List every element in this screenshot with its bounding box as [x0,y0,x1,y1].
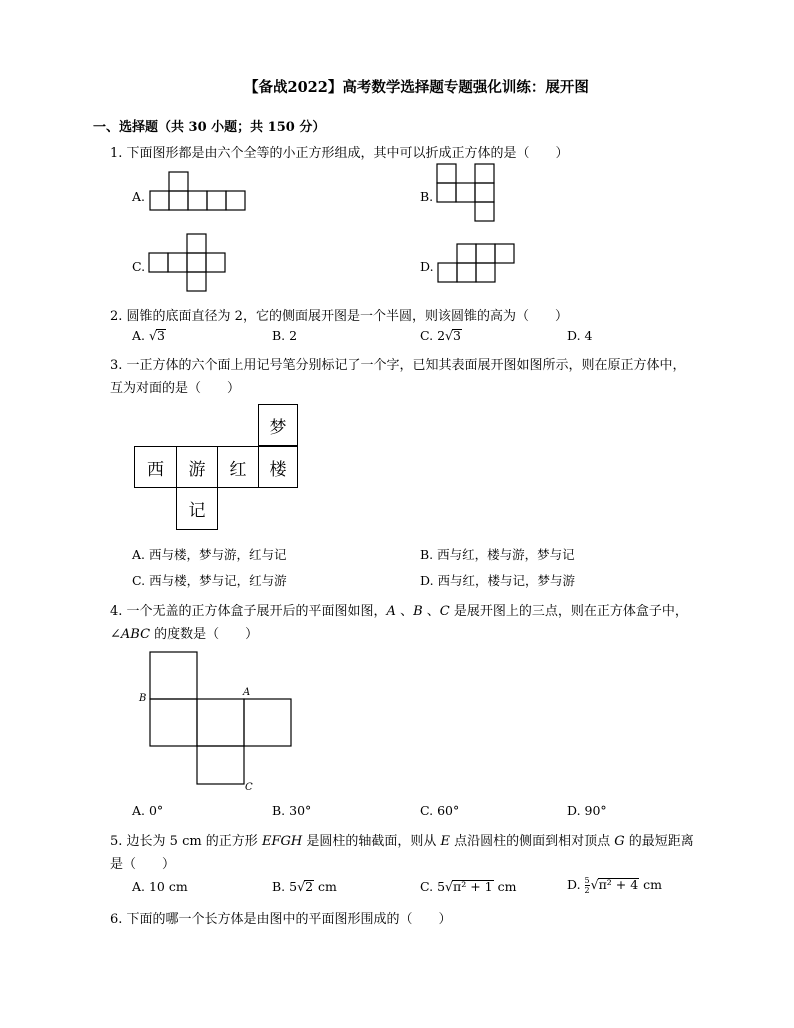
q5-option-c-radicand: π² + 1 [453,879,493,894]
label-c: C [245,782,253,793]
q4-point-a: A [386,604,396,619]
q3-option-d[interactable]: D. 西与红，楼与记，梦与游 [420,573,576,588]
q5-e: E [440,834,450,849]
q3-option-c[interactable]: C. 西与楼，梦与记，红与游 [132,573,287,588]
question-4-stem-line2 [110,623,258,642]
label-b: B [139,693,147,704]
cell-char-xi: 西 [147,459,164,480]
q5-option-c-prefix: C. 5 [420,879,446,894]
q5-option-b[interactable] [272,879,337,894]
q5-option-b-radicand: 2 [305,879,314,894]
q1-option-c-net [149,233,209,293]
cell-char-you: 游 [188,459,206,480]
q1-option-a-net [150,171,246,211]
q5-option-d-radicand: π² + 4 [598,877,639,892]
q2-option-c-prefix: C. 2 [420,328,446,343]
question-5-stem-line2: 是（ ） [110,857,176,872]
cell-char-lou: 楼 [269,459,287,480]
q2-option-c-radicand: 3 [453,328,461,343]
q2-option-d[interactable]: D. 4 [567,328,593,343]
q5-option-d[interactable] [567,876,662,895]
question-3-stem-line1: 3. 一正方体的六个面上用记号笔分别标记了一个字，已知其表面展开图如图所示，则在原正方体中， [110,358,686,373]
q4-box-net-figure [138,650,298,792]
q2-option-a-prefix: A. [132,328,149,343]
q1-option-c-label[interactable]: C. [132,259,146,274]
question-4-stem-line1: 4. 一个无盖的正方体盒子展开后的平面图如图，A 、B 、C 是展开图上的三点，则在正方体盒子中， [110,604,688,619]
label-a: A [243,687,251,698]
net-cell-bottom [176,487,218,530]
q1-option-c-net-right [206,252,226,272]
q1-option-d-net [438,243,518,285]
net-cell-3 [217,446,259,488]
net-cell-1 [134,446,177,488]
q5-option-b-unit: cm [314,879,337,894]
q4-option-c[interactable]: C. 60° [420,803,460,818]
question-2-stem: 2. 圆锥的底面直径为 2，它的侧面展开图是一个半圆，则该圆锥的高为（ ） [110,309,568,324]
q5-option-d-unit: cm [639,877,663,892]
q4-option-b[interactable]: B. 30° [272,803,312,818]
q2-option-b[interactable]: B. 2 [272,328,298,343]
q5-option-d-fraction [585,876,590,895]
q5-option-b-prefix: B. 5 [272,879,298,894]
q1-option-a-label[interactable]: A. [132,189,146,204]
q5-option-a[interactable]: A. 10 cm [132,879,188,894]
q5-frac-den: 2 [584,886,590,895]
q4-angle: ∠ABC [110,627,151,642]
cell-char-hong: 红 [229,459,247,480]
q2-option-c[interactable] [420,328,462,343]
net-cell-top [258,404,298,446]
question-3-stem-line2: 互为对面的是（ ） [110,381,241,396]
sqrt-sign: √ [148,328,157,343]
net-cell-2 [176,446,218,488]
q5-stem-c: 点沿圆柱的侧面到相对顶点 [449,834,615,849]
sqrt-sign: √ [445,879,453,894]
q5-stem-d: 的最短距离 [624,834,694,849]
q2-option-a-radicand: 3 [156,328,165,343]
sqrt-sign: √ [445,328,453,343]
q4-point-b: B [413,604,423,619]
q4-option-d[interactable]: D. 90° [567,803,607,818]
sqrt-sign: √ [590,877,599,892]
question-5-stem-line1 [110,830,694,849]
q4-stem-part2: 是展开图上的三点，则在正方体盒子中， [453,604,688,619]
q3-net-figure [134,404,300,530]
q3-option-a[interactable]: A. 西与楼，梦与游，红与记 [132,547,287,562]
q5-efgh: EFGH [261,834,303,849]
q3-option-b[interactable]: B. 西与红，楼与游，梦与记 [420,547,575,562]
page-title: 【备战2022】高考数学选择题专题强化训练：展开图 [244,79,589,96]
q5-option-c-unit: cm [493,879,517,894]
q5-g: G [614,834,625,849]
q4-option-a[interactable]: A. 0° [132,803,164,818]
q5-frac-num: 5 [584,876,590,885]
q4-stem-part1: 4. 一个无盖的正方体盒子展开后的平面图如图， [110,604,387,619]
cell-char-ji: 记 [188,501,206,521]
q5-option-d-prefix: D. [567,877,585,892]
q1-option-b-net [437,163,497,223]
q4-point-c: C [439,604,450,619]
q1-option-d-label[interactable]: D. [420,259,434,274]
question-6-stem: 6. 下面的哪一个长方体是由图中的平面图形围成的（ ） [110,912,452,927]
q1-option-b-label[interactable]: B. [420,189,434,204]
sqrt-sign: √ [297,879,306,894]
q5-stem-b: 是圆柱的轴截面，则从 [302,834,441,849]
net-cell-4 [258,446,298,488]
question-1-stem: 1. 下面图形都是由六个全等的小正方形组成，其中可以折成正方体的是（ ） [110,146,569,161]
q2-option-a[interactable] [132,328,166,343]
cell-char-meng: 梦 [269,417,287,438]
section-heading: 一、选择题（共 30 小题；共 150 分） [93,120,326,135]
q5-option-c[interactable] [420,879,516,894]
q5-stem-a: 5. 边长为 5 cm 的正方形 [110,834,262,849]
q4-stem-part3: 的度数是（ ） [150,627,259,642]
